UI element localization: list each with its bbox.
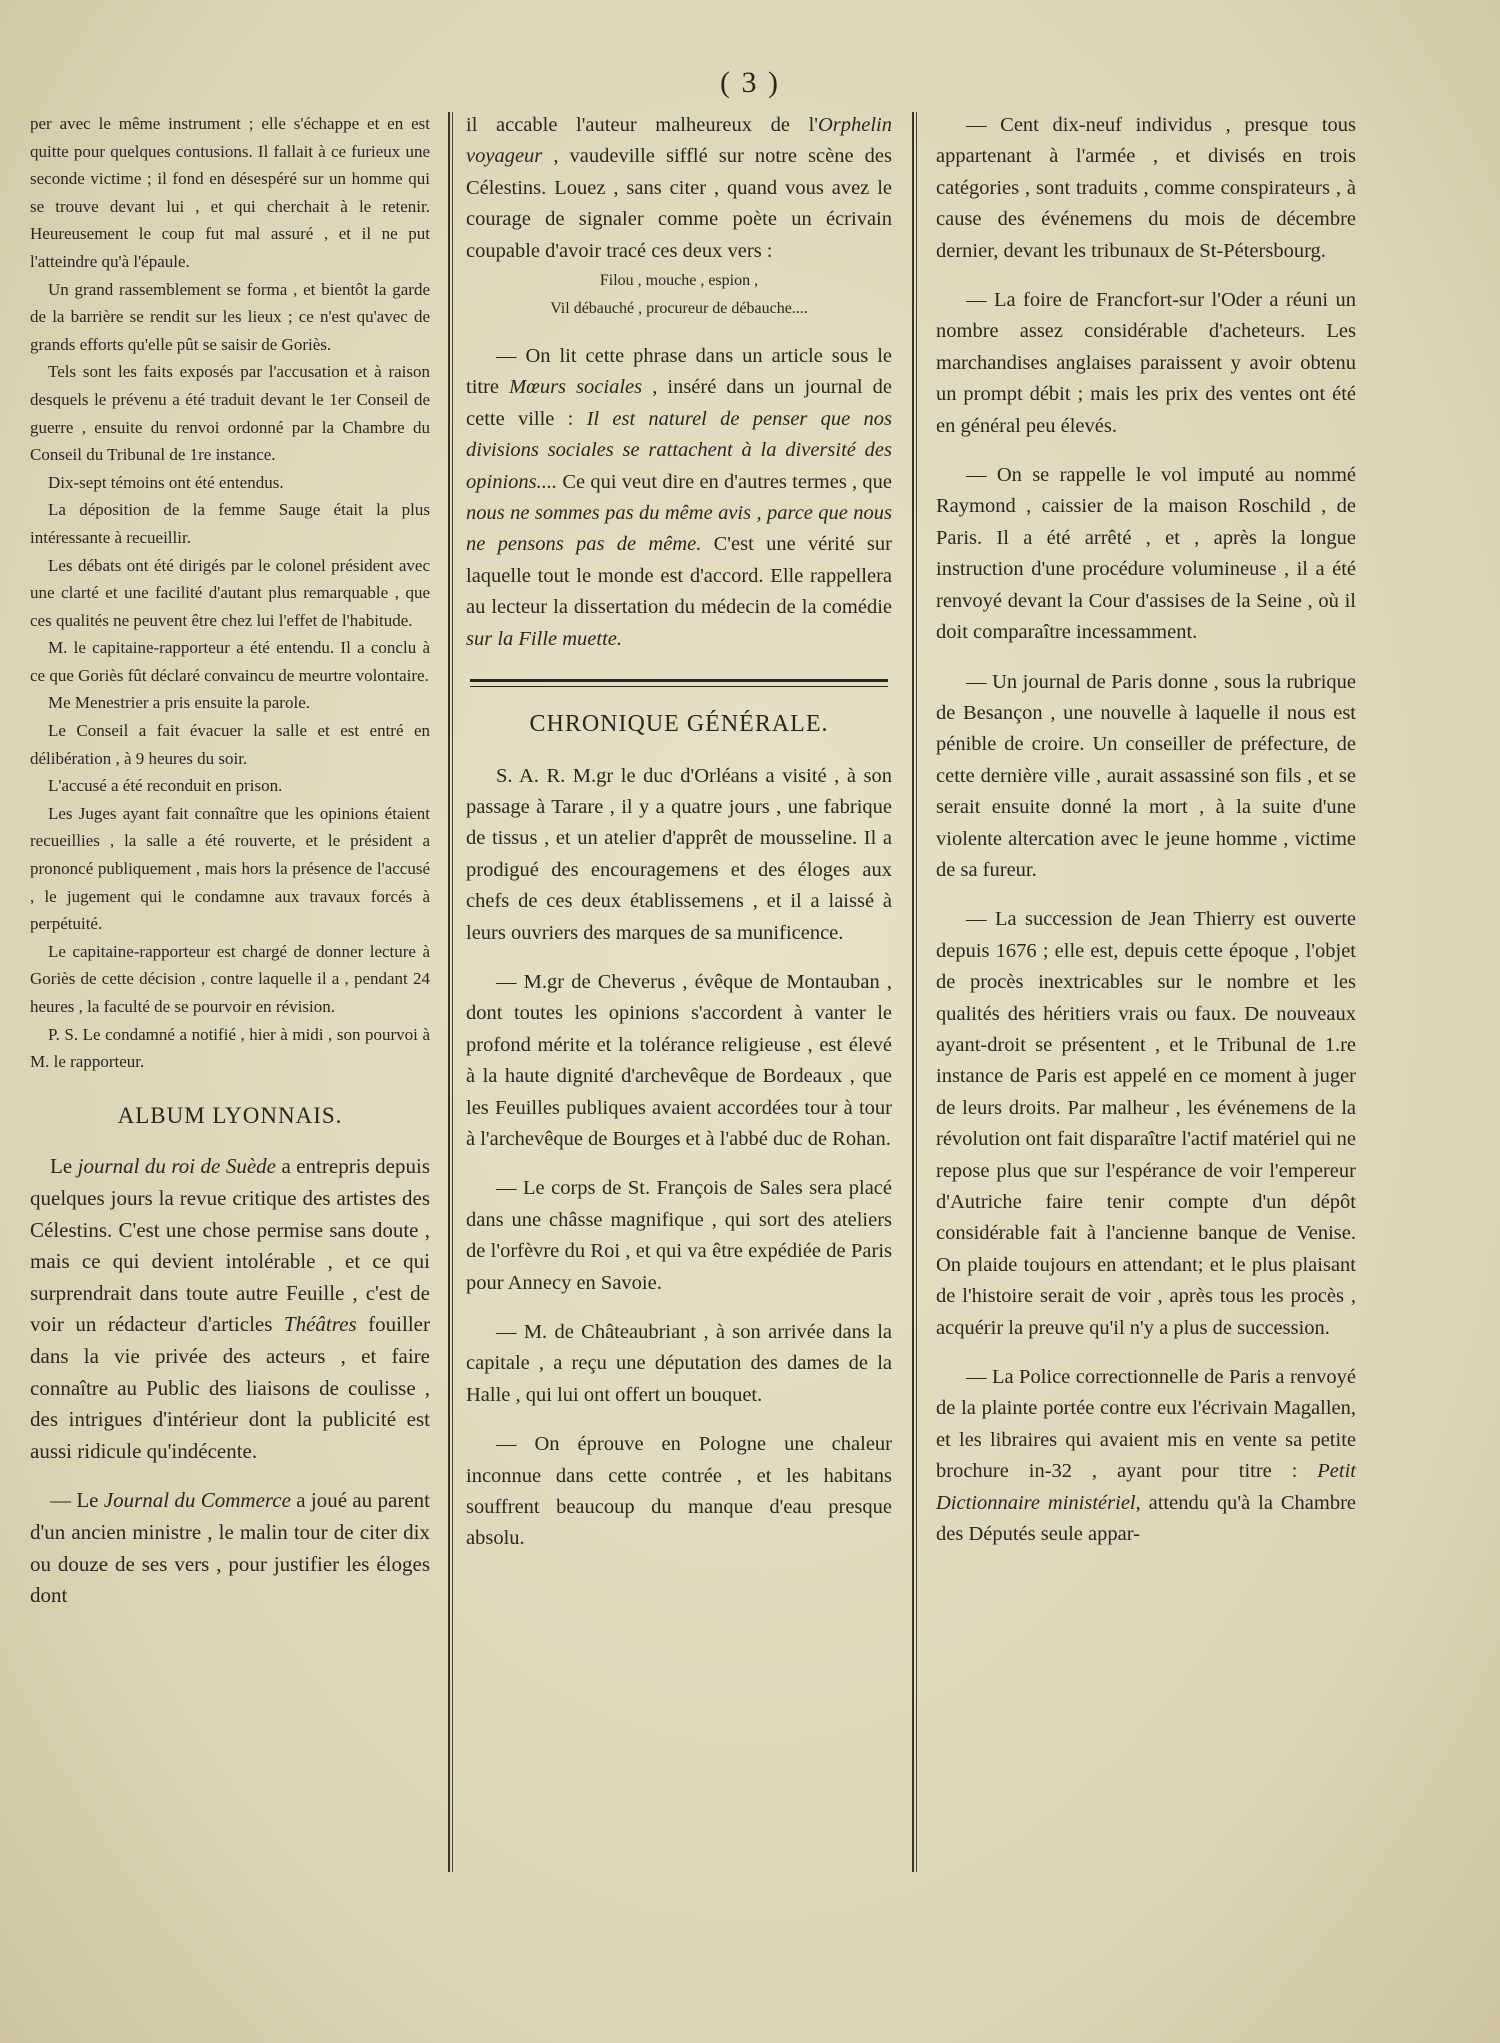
trial-paragraph: Les Juges ayant fait connaître que les opinions étaient recueillies , la salle a été rouverte, et le président a prononcé publiquement , mais hors la présence de l'accusé , le jugement qui le condamne aux travaux forcés à perpétuité. [30, 803, 430, 934]
column-2 [466, 110, 892, 1555]
italic-run: Il est naturel de penser que nos divisions sociales se rattachent à la diversité des opinions.... [466, 407, 892, 493]
section-divider [470, 679, 888, 687]
italic-run: Orphelin voyageur [466, 114, 892, 168]
italic-run: Journal du Commerce [103, 1488, 291, 1513]
text-run: — On lit cette phrase dans un article sous le titre [466, 345, 892, 399]
trial-paragraph: Les débats ont été dirigés par le colonel président avec une clarté et une facilité d'autant plus remarquable , que ces qualités ne peuvent être chez lui l'effet de l'habitude. [30, 555, 430, 630]
italic-run: Mœurs sociales [509, 376, 643, 399]
verse-line: Filou , mouche , espion , [599, 272, 759, 290]
section-heading-chronique-generale: CHRONIQUE GÉNÉRALE. [529, 711, 829, 738]
text-run: Le [50, 1154, 78, 1179]
column-rule-right-inner [916, 112, 917, 1872]
italic-run: sur la Fille muette. [466, 627, 623, 650]
trial-paragraph: Dix-sept témoins ont été entendus. [48, 472, 284, 492]
italic-run: nous ne sommes pas du même avis , parce que nous ne pensons pas de même. [466, 502, 892, 556]
verse-line: Vil débauché , procureur de débauche.... [550, 300, 808, 318]
news-item: — On se rappelle le vol imputé au nommé Raymond , caissier de la maison Roschild , de Paris. Il a été arrêté , et , après la longue instruction d'une procédure volumineuse , il a été renvoyé devant la Cour d'assises de la Seine , où il doit comparaître incessamment. [936, 464, 1356, 644]
text-run: , inséré dans un journal de cette ville : [466, 376, 893, 430]
italic-run: journal du roi de Suède [77, 1154, 276, 1179]
trial-paragraph: per avec le même instrument ; elle s'échappe et en est quitte pour quelques contusions. Il fallait à ce furieux une seconde victime ; il fond en désespéré sur un homme qui se trouve devant lui , et qui cherchait à le retenir. Heureusement le coup fut mal assuré , et il ne put l'atteindre qu'à l'épaule. [30, 114, 430, 271]
italic-run: Théâtres [283, 1312, 357, 1337]
trial-paragraph: Tels sont les faits exposés par l'accusation et à raison desquels le prévenu a été traduit devant le 1er Conseil de guerre , ensuite du renvoi ordonné par la Chambre du Conseil du Tribunal de 1re instance. [30, 362, 430, 465]
column-rule-left [448, 112, 450, 1872]
news-item: — Un journal de Paris donne , sous la rubrique de Besançon , une nouvelle à laquelle il nous est pénible de croire. Un conseiller de préfecture, de cette dernière ville , aurait assassiné son fils , et se serait ensuite donné la mort , à la suite d'une violente altercation avec le jeune homme , victime de sa fureur. [936, 670, 1356, 881]
trial-paragraph: Un grand rassemblement se forma , et bientôt la garde de la barrière se rendit sur les lieux ; ce n'est qu'avec de grands efforts qu'elle pût se saisir de Goriès. [30, 279, 430, 354]
text-run: Ce qui veut dire en d'autres termes , que [557, 470, 892, 493]
trial-paragraph: La déposition de la femme Sauge était la plus intéressante à recueillir. [30, 500, 430, 547]
italic-run: Petit Dictionnaire ministériel [936, 1460, 1356, 1514]
news-item: — Le corps de St. François de Sales sera placé dans une châsse magnifique , qui sort des ateliers de l'orfèvre du Roi , et qui va être expédiée de Paris pour Annecy en Savoie. [466, 1177, 892, 1294]
album-continued-paragraph [466, 110, 892, 267]
news-item: — La succession de Jean Thierry est ouverte depuis 1676 ; elle est, depuis cette époque , l'objet de procès inextricables sur le nombre et les qualités des héritiers vrais ou faux. De nouveaux ayant-droit se présentent , et le Tribunal de 1.re instance de Paris est appelé en ce moment à juger de leurs droits. Par malheur , les événemens de la révolution ont fait disparaître l'actif matériel qui ne repose plus que sur l'espérance de voir l'empereur d'Autriche faire tenir compte d'un dépôt considérable fait à l'ancienne banque de Venise. On plaide toujours en attendant; et le plus plaisant de l'histoire serait de voir , après tous les procès , acquérir la preuve qu'il n'y a plus de succession. [936, 908, 1356, 1339]
news-item: — M.gr de Cheverus , évêque de Montauban , dont toutes les opinions s'accordent à vanter le profond mérite et la tolérance religieuse , est élevé à la haute dignité d'archevêque de Bordeaux , que les Feuilles publiques avaient accordées tour à tour à l'archevêque de Bourges et à l'abbé duc de Rohan. [466, 970, 892, 1150]
album-paragraph [30, 1485, 430, 1611]
trial-paragraph: Me Menestrier a pris ensuite la parole. [48, 693, 310, 713]
column-1 [30, 110, 430, 1612]
column-rule-right [912, 112, 914, 1872]
album-paragraph [30, 1151, 430, 1467]
news-item: — Cent dix-neuf individus , presque tous appartenant à l'armée , et divisés en trois catégories , sont traduits , comme conspirateurs , à cause des événemens du mois de décembre dernier, devant les tribunaux de St-Pétersbourg. [936, 114, 1356, 262]
page-number: ( 3 ) [720, 66, 780, 99]
text-run: il accable l'auteur malheureux de l' [466, 114, 818, 136]
news-item: — La foire de Francfort-sur l'Oder a réuni un nombre assez considérable d'acheteurs. Les marchandises anglaises paraissent y avoir obtenu un prompt débit ; mais les prix des ventes ont été en général peu élevés. [936, 289, 1356, 437]
column-3 [936, 110, 1356, 1550]
postscript-paragraph: P. S. Le condamné a notifié , hier à midi , son pourvoi à M. le rapporteur. [30, 1024, 430, 1072]
text-run: , attendu qu'à la Chambre des Députés seule appar- [936, 1491, 1356, 1546]
news-item: — M. de Châteaubriant , à son arrivée dans la capitale , a reçu une députation des dames de la Halle , qui lui ont offert un bouquet. [466, 1321, 892, 1406]
text-run: , vaudeville sifflé sur notre scène des Célestins. Louez , sans citer , quand vous avez le courage de signaler comme poète un écrivain coupable d'avoir tracé ces deux vers : [466, 145, 892, 262]
album-paragraph [466, 341, 892, 655]
trial-paragraph: Le Conseil a fait évacuer la salle et est entré en délibération , à 9 heures du soir. [30, 721, 430, 768]
text-run: a entrepris depuis quelques jours la revue critique des artistes des Célestins. C'est une chose permise sans doute , mais ce qui devient intolérable , et ce qui surprendrait dans toute autre Feuille , c'est de voir un rédacteur d'articles [30, 1154, 430, 1337]
trial-paragraph: Le capitaine-rapporteur est chargé de donner lecture à Goriès de cette décision , contre laquelle il a , pendant 24 heures , la faculté de se pourvoir en révision. [30, 941, 430, 1016]
text-run: — La Police correctionnelle de Paris a renvoyé de la plainte portée contre eux l'écrivain Magallen, et les libraires qui avaient mis en vente sa petite brochure in-32 , ayant pour titre : [936, 1366, 1356, 1483]
text-run: fouiller dans la vie privée des acteurs , et faire connaître au Public des liaisons de coulisse , des intrigues d'intérieur dont la publicité est aussi ridicule qu'indécente. [30, 1312, 430, 1463]
text-run: C'est une vérité sur laquelle tout le monde est d'accord. Elle rappellera au lecteur la dissertation du médecin de la comédie [466, 533, 892, 619]
text-run: a joué au parent d'un ancien ministre , le malin tour de citer dix ou douze de ses vers , pour justifier les éloges dont [30, 1488, 430, 1608]
trial-paragraph: L'accusé a été reconduit en prison. [48, 776, 283, 796]
news-item: S. A. R. M.gr le duc d'Orléans a visité , à son passage à Tarare , il y a quatre jours , une fabrique de tissus , et un atelier d'apprêt de mousseline. Il a prodigué des encouragemens et des éloges aux chefs de ces deux établissemens , et il a laissé à leurs ouvriers des marques de sa munificence. [466, 764, 892, 944]
text-run: — Le [50, 1488, 104, 1513]
section-heading-album-lyonnais: ALBUM LYONNAIS. [117, 1102, 343, 1128]
trial-paragraph: M. le capitaine-rapporteur a été entendu. Il a conclu à ce que Goriès fût déclaré convaincu de meurtre volontaire. [30, 638, 430, 685]
column-rule-left-inner [452, 112, 453, 1872]
news-item [936, 1362, 1356, 1550]
news-item: — On éprouve en Pologne une chaleur inconnue dans cette contrée , et les habitans souffrent beaucoup du manque d'eau presque absolu. [466, 1433, 892, 1550]
